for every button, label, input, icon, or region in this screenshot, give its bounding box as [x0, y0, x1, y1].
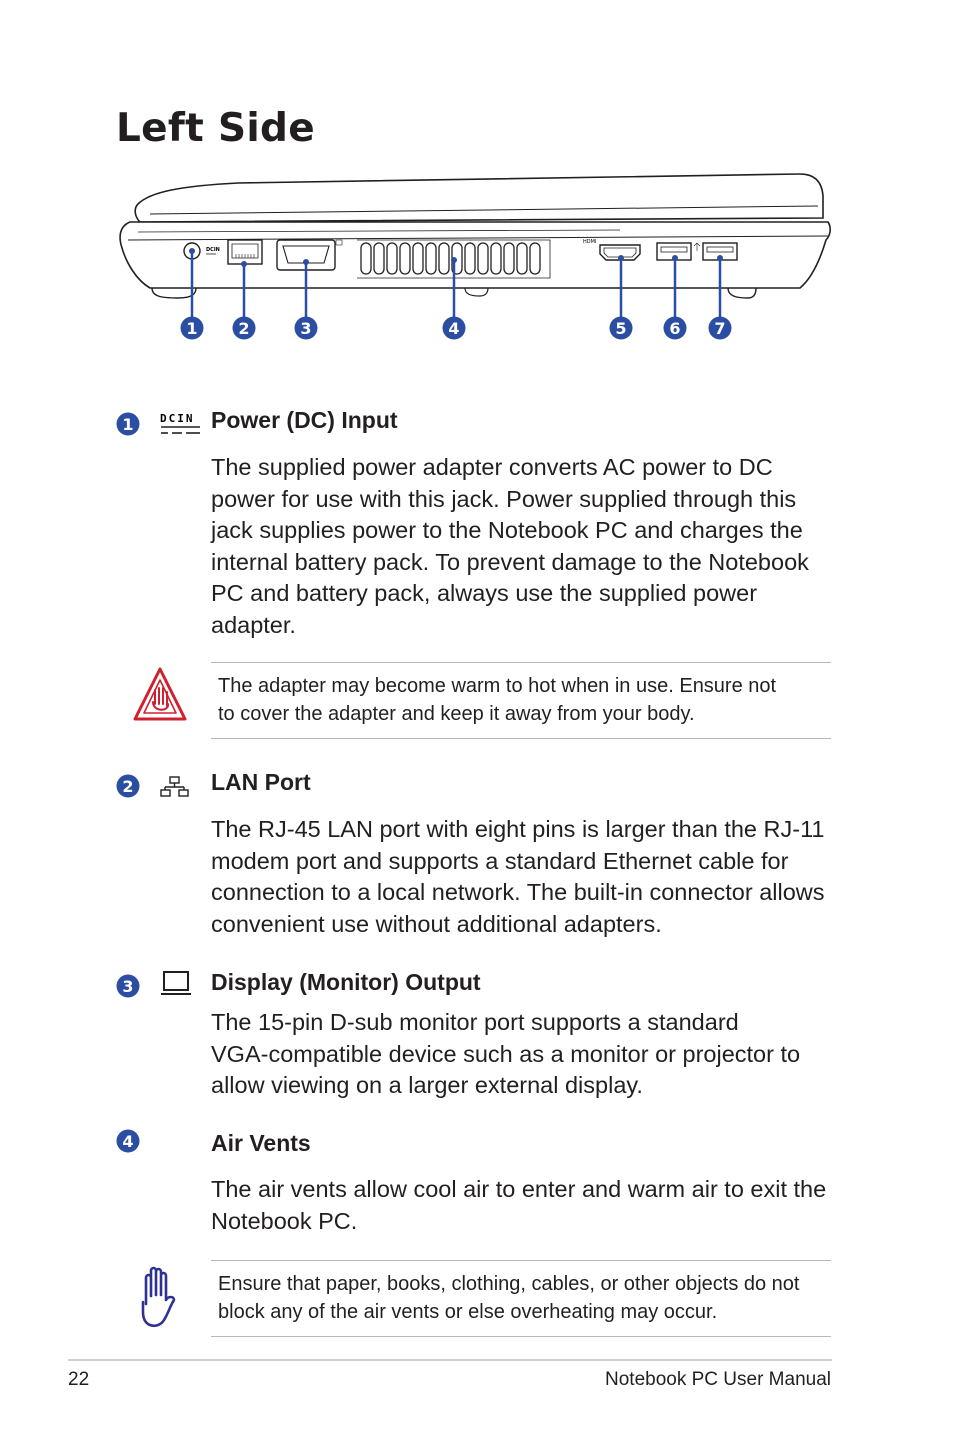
section-4-body: [211, 1174, 841, 1237]
body-line: convenient use without additional adapters.: [211, 910, 662, 937]
caution-note: [211, 1260, 831, 1337]
lan-icon: [160, 775, 190, 799]
callout-1-label: 1: [186, 319, 198, 338]
hand-stop-icon: [134, 1264, 182, 1330]
dc-in-icon: [160, 412, 202, 436]
section-1-body: [211, 452, 841, 642]
callout-3-label: 3: [300, 319, 312, 338]
page-number: 22: [68, 1369, 90, 1390]
body-line: modem port and supports a standard Ethernet cable for: [211, 847, 789, 874]
body-line: The 15-pin D-sub monitor port supports a standard: [211, 1009, 739, 1035]
note-line: The adapter may become warm to hot when in use. Ensure not: [218, 675, 777, 697]
section-4-number: 4: [122, 1132, 134, 1151]
section-3-number: 3: [122, 977, 134, 996]
body-line: power for use with this jack. Power supplied through this: [211, 485, 797, 512]
body-line: VGA-compatible device such as a monitor or projector to: [211, 1040, 801, 1067]
section-2-number: 2: [122, 777, 134, 796]
body-line: PC and battery pack, always use the supplied power: [211, 580, 758, 607]
notebook-left-side-diagram: [110, 168, 840, 358]
footer-rule: [68, 1359, 832, 1361]
page-title: Left Side: [116, 106, 316, 151]
body-line: The supplied power adapter converts AC power to DC: [211, 454, 773, 480]
section-3-title: Display (Monitor) Output: [211, 969, 481, 995]
dcin-port-label: DCIN: [206, 247, 220, 253]
section-2-title: LAN Port: [211, 769, 311, 795]
section-1-title: Power (DC) Input: [211, 407, 398, 433]
section-4-title: Air Vents: [211, 1130, 311, 1156]
callout-5-label: 5: [615, 319, 627, 338]
callout-7-label: 7: [714, 319, 726, 338]
warning-icon: [132, 666, 188, 726]
warning-note: [211, 662, 831, 739]
note-line: block any of the air vents or else overheating may occur.: [218, 1301, 718, 1323]
body-line: connection to a local network. The built-in connector allows: [211, 879, 825, 906]
body-line: Notebook PC.: [211, 1207, 358, 1234]
body-line: The RJ-45 LAN port with eight pins is larger than the RJ-11: [211, 816, 825, 842]
callout-2-label: 2: [238, 319, 250, 338]
body-line: The air vents allow cool air to enter and warm air to exit the: [211, 1176, 827, 1202]
dc-in-icon-text: DCIN: [160, 412, 195, 425]
body-line: internal battery pack. To prevent damage to the Notebook: [211, 548, 809, 575]
section-3-body: [211, 1007, 841, 1102]
section-2-number-badge: [116, 774, 140, 798]
section-3-number-badge: [116, 974, 140, 998]
section-1-number-badge: [116, 412, 140, 436]
manual-title: Notebook PC User Manual: [605, 1369, 831, 1390]
body-line: jack supplies power to the Notebook PC and charges the: [211, 517, 803, 544]
section-2-body: [211, 814, 841, 940]
body-line: allow viewing on a larger external display.: [211, 1072, 643, 1099]
section-4-number-badge: [116, 1129, 140, 1153]
callout-6-label: 6: [669, 319, 681, 338]
note-line: to cover the adapter and keep it away from your body.: [218, 703, 695, 725]
hdmi-port-label: HDMI: [583, 239, 597, 245]
note-line: Ensure that paper, books, clothing, cables, or other objects do not: [218, 1273, 800, 1295]
callout-4-label: 4: [448, 319, 460, 338]
monitor-icon: [160, 970, 194, 1000]
section-1-number: 1: [122, 415, 134, 434]
body-line: adapter.: [211, 611, 296, 638]
